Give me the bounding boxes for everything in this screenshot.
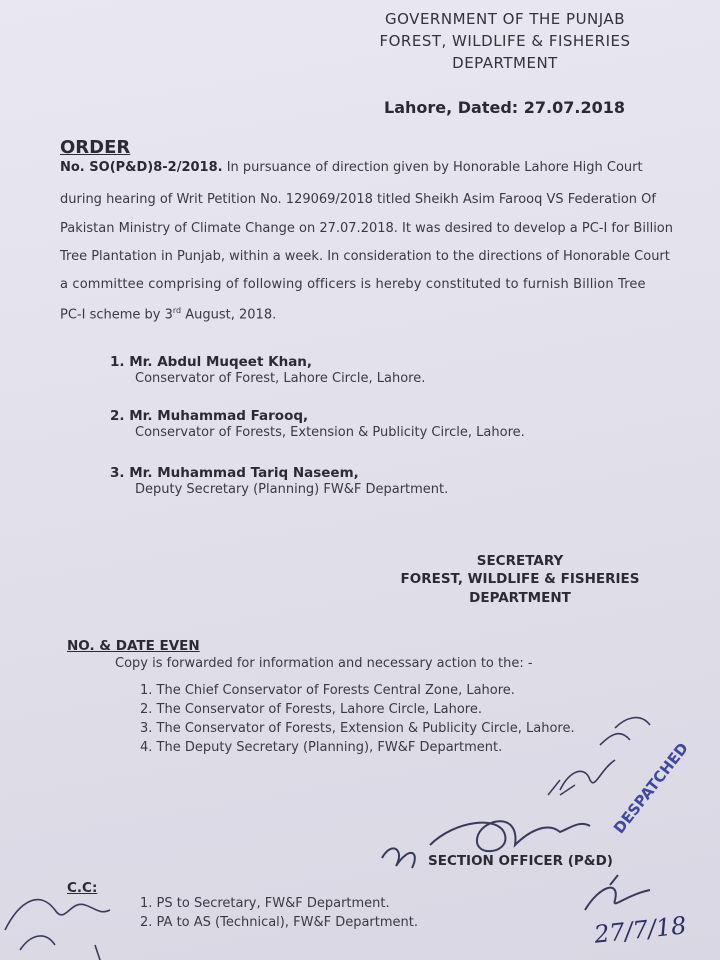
officer-1-num: 1. bbox=[110, 354, 125, 370]
signature-mark bbox=[382, 821, 590, 868]
signatory-title: SECRETARY bbox=[476, 553, 564, 569]
date-initials-mark bbox=[585, 875, 650, 910]
order-line-5: a committee comprising of following officers is hereby constituted to furnish Billion Tree bbox=[60, 277, 646, 292]
copy-item-2: 2. The Conservator of Forests, Lahore Circle, Lahore. bbox=[140, 702, 482, 717]
officer-3-num: 3. bbox=[110, 465, 125, 481]
cc-heading: C.C: bbox=[67, 880, 98, 896]
order-last-post: August, 2018. bbox=[181, 307, 277, 323]
order-line-3: Pakistan Ministry of Climate Change on 27.07.2018. It was desired to develop a PC-I for Billion bbox=[60, 221, 673, 236]
copy-item-3: 3. The Conservator of Forests, Extension & Publicity Circle, Lahore. bbox=[140, 721, 575, 736]
section-officer: SECTION OFFICER (P&D) bbox=[428, 853, 613, 869]
order-title: ORDER bbox=[60, 137, 131, 158]
signatory-dept-2: DEPARTMENT bbox=[469, 590, 571, 606]
order-last-pre: PC-I scheme by 3 bbox=[60, 307, 173, 323]
order-ref-no: No. SO(P&D)8-2/2018. bbox=[60, 160, 223, 175]
copy-item-1: 1. The Chief Conservator of Forests Central Zone, Lahore. bbox=[140, 683, 515, 698]
officer-2-num: 2. bbox=[110, 408, 125, 424]
officer-3-name: Mr. Muhammad Tariq Naseem, bbox=[129, 465, 359, 481]
copy-intro: Copy is forwarded for information and necessary action to the: - bbox=[115, 656, 533, 671]
officer-1-name: Mr. Abdul Muqeet Khan, bbox=[129, 354, 313, 370]
copy-item-4: 4. The Deputy Secretary (Planning), FW&F Department. bbox=[140, 740, 503, 755]
despatched-stamp: DESPATCHED bbox=[610, 739, 692, 838]
cc-item-2: 2. PA to AS (Technical), FW&F Department. bbox=[140, 915, 419, 930]
department-subtitle: DEPARTMENT bbox=[452, 54, 558, 72]
officer-2-title: Conservator of Forests, Extension & Publicity Circle, Lahore. bbox=[135, 425, 525, 440]
dated-line: Lahore, Dated: 27.07.2018 bbox=[384, 98, 625, 117]
order-line-1-text: In pursuance of direction given by Honorable Lahore High Court bbox=[222, 160, 643, 175]
handwritten-date: 27/7/18 bbox=[592, 911, 688, 949]
initials-mark bbox=[560, 718, 650, 790]
officer-3-title: Deputy Secretary (Planning) FW&F Department. bbox=[135, 482, 449, 497]
order-line-2: during hearing of Writ Petition No. 129069/2018 titled Sheikh Asim Farooq VS Federation Of bbox=[60, 192, 656, 207]
copy-heading: NO. & DATE EVEN bbox=[67, 638, 200, 654]
department-title: FOREST, WILDLIFE & FISHERIES bbox=[379, 32, 631, 50]
order-last-sup: rd bbox=[172, 306, 182, 315]
order-line-4: Tree Plantation in Punjab, within a week. In consideration to the directions of Honorable Court bbox=[60, 249, 670, 264]
signatory-dept: FOREST, WILDLIFE & FISHERIES bbox=[400, 571, 640, 587]
officer-2-name: Mr. Muhammad Farooq, bbox=[129, 408, 309, 424]
cc-item-1: 1. PS to Secretary, FW&F Department. bbox=[140, 896, 390, 911]
cc-signature-mark bbox=[5, 900, 110, 960]
govt-title: GOVERNMENT OF THE PUNJAB bbox=[385, 10, 625, 28]
officer-1-title: Conservator of Forest, Lahore Circle, Lahore. bbox=[135, 371, 426, 386]
